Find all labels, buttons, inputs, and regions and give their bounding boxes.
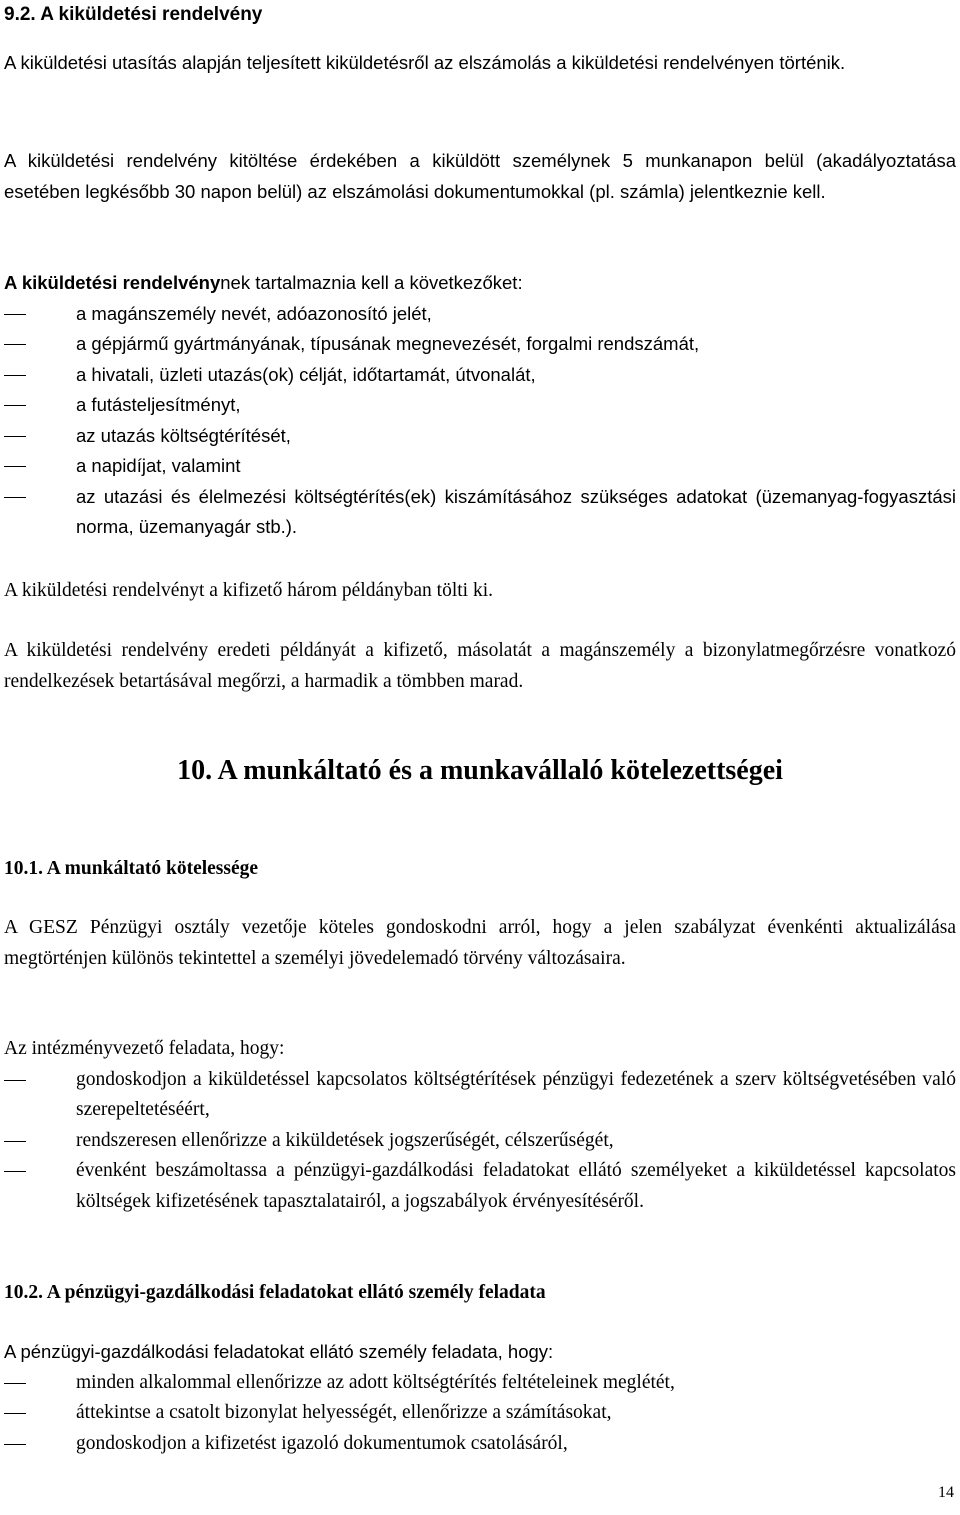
section-10-1-heading: 10.1. A munkáltató kötelessége xyxy=(4,858,259,879)
list-item: a gépjármű gyártmányának, típusának megnevezését, forgalmi rendszámát, xyxy=(4,329,956,360)
section-9-2-paragraph-4 xyxy=(4,636,956,697)
dash-bullet-icon xyxy=(4,314,26,315)
list-item: az utazási és élelmezési költségtérítés(ek) kiszámításához szükséges adatokat (üzemanyag-fogyasztási norma, üzemanyagár stb.). xyxy=(4,482,956,543)
dash-bullet-icon xyxy=(4,466,26,467)
list-intro: Az intézményvezető feladata, hogy: xyxy=(4,1038,285,1059)
dash-bullet-icon xyxy=(4,1080,26,1081)
intezmenyvezeto-tasks-list xyxy=(4,1065,956,1218)
dash-bullet-icon xyxy=(4,1383,26,1384)
dash-bullet-icon xyxy=(4,375,26,376)
dash-bullet-icon xyxy=(4,1141,26,1142)
dash-bullet-icon xyxy=(4,1444,26,1445)
list-item: a hivatali, üzleti utazás(ok) célját, időtartamát, útvonalát, xyxy=(4,360,956,391)
paragraph-text: A kiküldetési rendelvény kitöltése érdekében a kiküldött személynek 5 munkanapon belül (akadályoztatása esetében legkésőbb 30 napon belül) az elszámolási dokumentumokkal (pl. számla) jelentkeznie kell. xyxy=(4,150,956,202)
list-item: áttekintse a csatolt bizonylat helyességét, ellenőrizze a számításokat, xyxy=(4,1398,956,1429)
chapter-10-heading: 10. A munkáltató és a munkavállaló kötelezettségei xyxy=(177,755,783,786)
section-9-2-paragraph-3 xyxy=(4,576,956,607)
dash-bullet-icon xyxy=(4,1171,26,1172)
penzugyi-tasks-list xyxy=(4,1368,956,1460)
list-item: a futásteljesítményt, xyxy=(4,390,956,421)
list-item: a magánszemély nevét, adóazonosító jelét, xyxy=(4,299,956,330)
dash-bullet-icon xyxy=(4,1413,26,1414)
section-9-2-paragraph-2 xyxy=(4,146,956,207)
dash-bullet-icon xyxy=(4,344,26,345)
dash-bullet-icon xyxy=(4,497,26,498)
paragraph-text: A kiküldetési rendelvényt a kifizető három példányban tölti ki. xyxy=(4,580,493,601)
list-item: gondoskodjon a kiküldetéssel kapcsolatos költségtérítések pénzügyi fedezetének a szerv költségvetésében való szerepeltetéséért, xyxy=(4,1065,956,1126)
list-intro-bold: A kiküldetési rendelvény xyxy=(4,272,221,293)
list-item: az utazás költségtérítését, xyxy=(4,421,956,452)
list-item: rendszeresen ellenőrizze a kiküldetések jogszerűségét, célszerűségét, xyxy=(4,1126,956,1157)
paragraph-text: A GESZ Pénzügyi osztály vezetője köteles gondoskodni arról, hogy a jelen szabályzat évenkénti aktualizálása megtörténjen különös tekintettel a személyi jövedelemadó törvény változásaira. xyxy=(4,917,956,969)
paragraph-text: A kiküldetési utasítás alapján teljesített kiküldetésről az elszámolás a kiküldetési rendelvényen történik. xyxy=(4,52,846,73)
list-intro xyxy=(4,268,956,299)
list-intro: A pénzügyi-gazdálkodási feladatokat ellátó személy feladata, hogy: xyxy=(4,1341,554,1362)
rendelveny-contents-list xyxy=(4,299,956,543)
section-10-2-heading: 10.2. A pénzügyi-gazdálkodási feladatokat ellátó személy feladata xyxy=(4,1282,546,1303)
section-10-1-list-block xyxy=(4,1034,956,1217)
list-item: minden alkalommal ellenőrizze az adott költségtérítés feltételeinek meglétét, xyxy=(4,1368,956,1399)
section-10-1-paragraph-1 xyxy=(4,913,956,974)
list-item: gondoskodjon a kifizetést igazoló dokumentumok csatolásáról, xyxy=(4,1429,956,1460)
list-item: évenként beszámoltassa a pénzügyi-gazdálkodási feladatokat ellátó személyeket a kiküldetéssel kapcsolatos költségek kifizetésének tapasztalatairól, a jogszabályok érvényesítéséről. xyxy=(4,1156,956,1217)
dash-bullet-icon xyxy=(4,405,26,406)
page-number: 14 xyxy=(938,1484,954,1501)
section-9-2-paragraph-1 xyxy=(4,48,956,79)
list-intro-rest: nek tartalmaznia kell a következőket: xyxy=(220,272,523,293)
dash-bullet-icon xyxy=(4,436,26,437)
list-item: a napidíjat, valamint xyxy=(4,451,956,482)
section-10-2-list-block xyxy=(4,1337,956,1459)
section-9-2-list-block xyxy=(4,268,956,543)
section-9-2-heading: 9.2. A kiküldetési rendelvény xyxy=(4,4,263,25)
paragraph-text: A kiküldetési rendelvény eredeti példányát a kifizető, másolatát a magánszemély a bizonylatmegőrzésre vonatkozó rendelkezések betartásával megőrzi, a harmadik a tömbben marad. xyxy=(4,640,956,692)
